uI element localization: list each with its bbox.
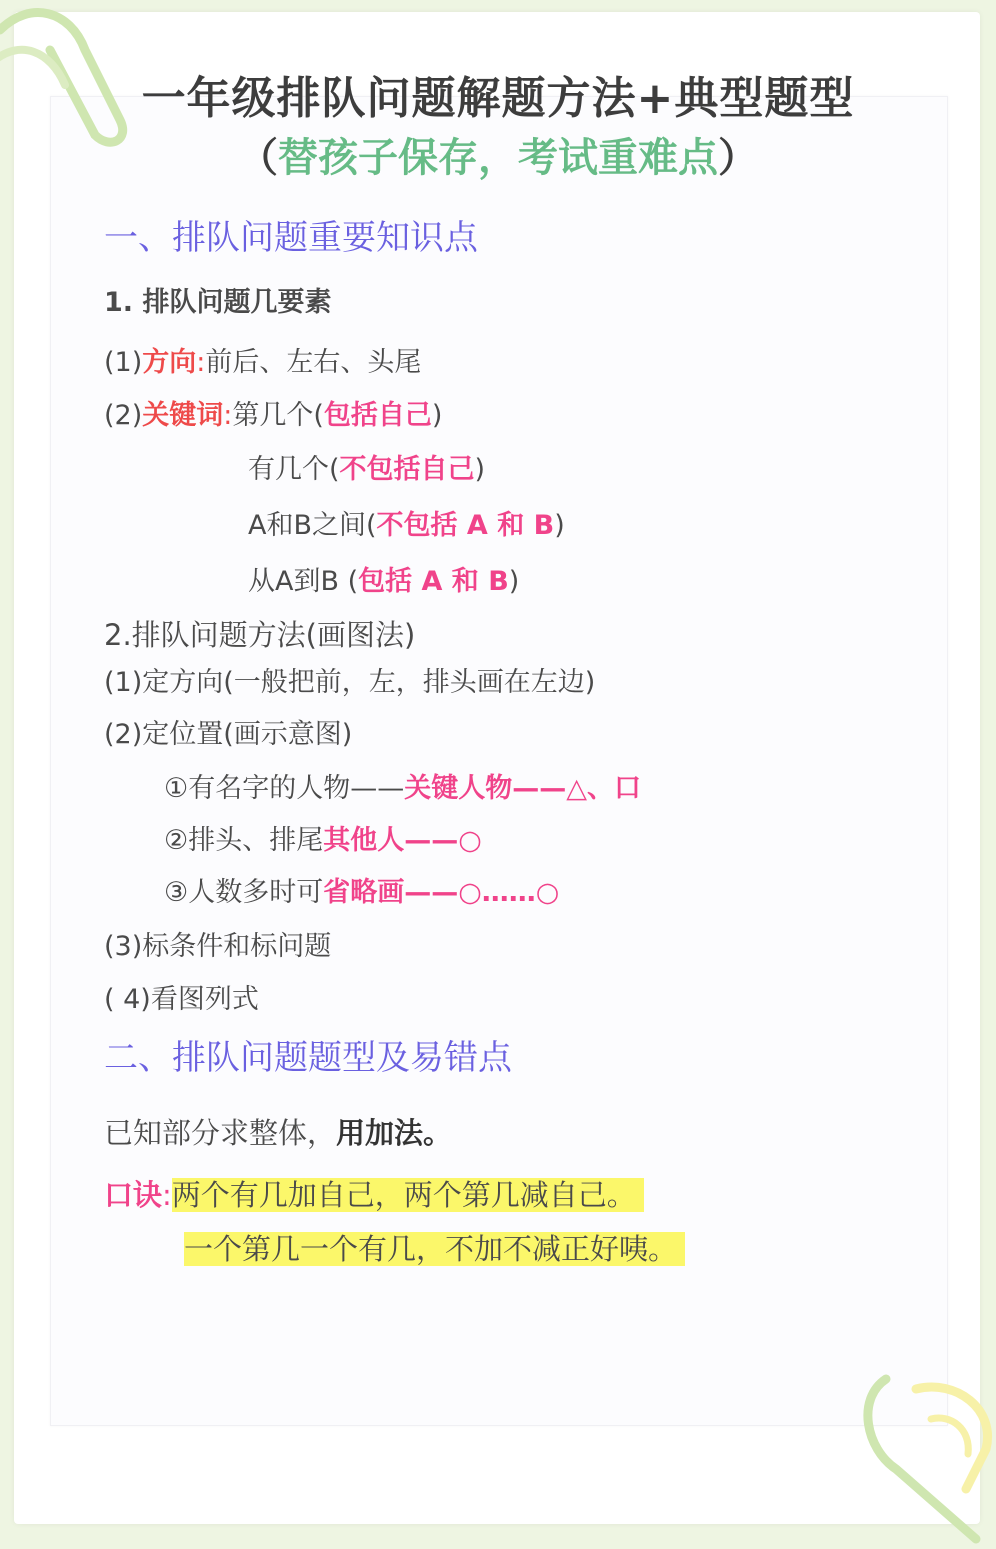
method-direction: (1)定方向(一般把前，左，排头画在左边): [104, 667, 596, 698]
keyword-count: 有几个(不包括自己): [248, 454, 486, 485]
section-heading-1: 一、排队问题重要知识点: [104, 218, 478, 258]
method-mark: (3)标条件和标问题: [104, 931, 332, 962]
position-key-person: ①有名字的人物——关键人物——△、口: [164, 773, 641, 804]
position-others: ②排头、排尾其他人——○: [164, 825, 482, 856]
point-heading-1: 1. 排队问题几要素: [104, 287, 332, 318]
page-title: 一年级排队问题解题方法+典型题型: [141, 73, 855, 124]
addition-rule: 已知部分求整体，用加法。: [104, 1116, 453, 1150]
keyword-from-to: 从A到B (包括 A 和 B): [248, 566, 520, 597]
element-keywords: (2)关键词:第几个(包括自己): [104, 400, 443, 431]
point-heading-2: 2.排队问题方法(画图法): [104, 618, 416, 652]
section-heading-2: 二、排队问题题型及易错点: [104, 1038, 512, 1078]
mnemonic-line-1: 口诀:两个有几加自己，两个第几减自己。: [104, 1173, 644, 1214]
paperclip-icon: [856, 1359, 996, 1549]
element-direction: (1)方向:前后、左右、头尾: [104, 347, 422, 378]
method-equation: ( 4)看图列式: [104, 984, 259, 1015]
position-omit: ③人数多时可省略画——○……○: [164, 877, 560, 908]
keyword-between: A和B之间(不包括 A 和 B): [248, 510, 565, 541]
mnemonic-line-2: 一个第几一个有几，不加不减正好咦。: [184, 1227, 685, 1268]
method-position: (2)定位置(画示意图): [104, 719, 353, 750]
page-subtitle: （替孩子保存，考试重难点）: [238, 135, 758, 181]
